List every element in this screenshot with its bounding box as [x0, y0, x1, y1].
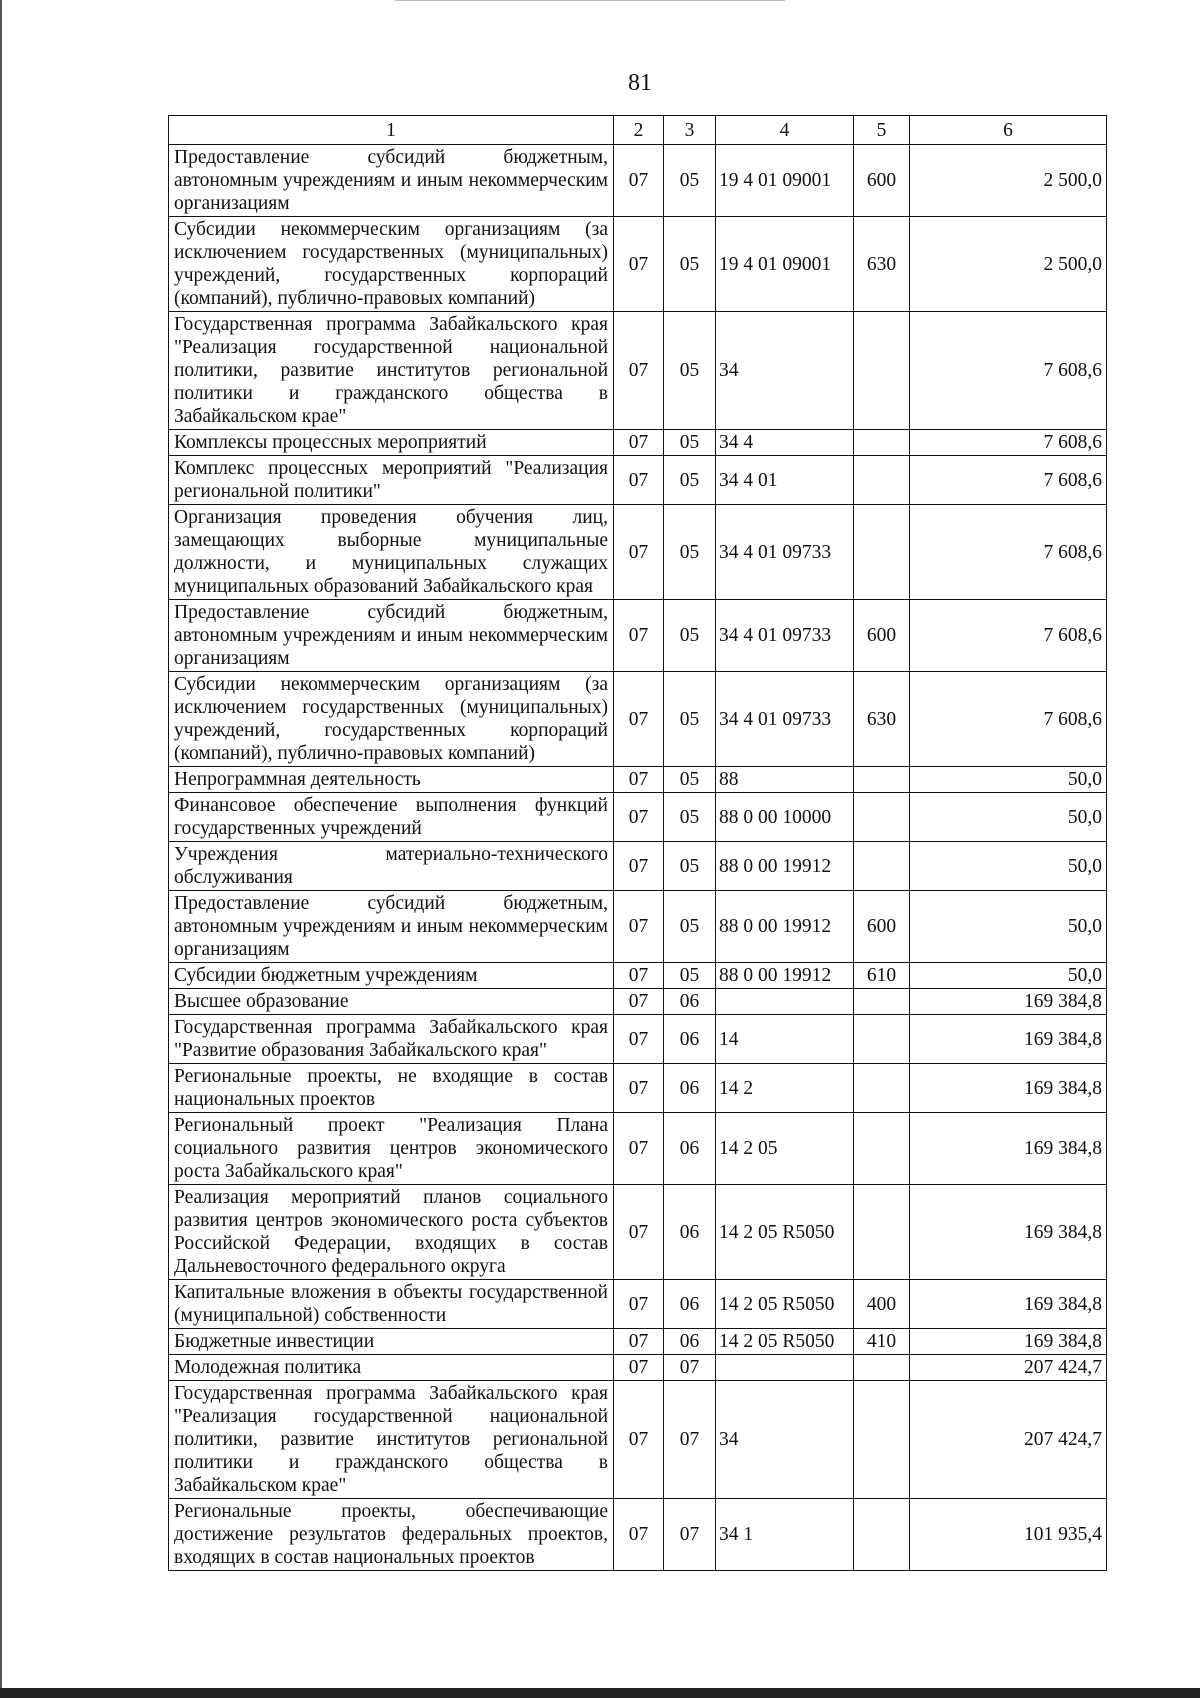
amount-cell: 50,0 — [910, 891, 1107, 963]
expense-type-cell — [854, 505, 910, 600]
amount-cell: 101 935,4 — [910, 1499, 1107, 1571]
amount-cell: 7 608,6 — [910, 505, 1107, 600]
subsection-code-cell: 05 — [664, 217, 716, 312]
amount-cell: 7 608,6 — [910, 456, 1107, 505]
amount-cell: 50,0 — [910, 793, 1107, 842]
subsection-code-cell: 05 — [664, 145, 716, 217]
table-header-row — [169, 116, 1107, 145]
target-article-cell: 88 0 00 19912 — [716, 842, 854, 891]
expense-type-cell: 630 — [854, 217, 910, 312]
table-row — [169, 1185, 1107, 1280]
table-row — [169, 1064, 1107, 1113]
table-row — [169, 1355, 1107, 1381]
amount-cell: 169 384,8 — [910, 1329, 1107, 1355]
row-name-cell: Субсидии некоммерческим организациям (за исключением государственных (муниципальных) учреждений, государственных корпораций (компаний), публично-правовых компаний) — [169, 217, 614, 312]
expense-type-cell — [854, 312, 910, 430]
subsection-code-cell: 05 — [664, 842, 716, 891]
section-code-cell: 07 — [614, 793, 664, 842]
target-article-cell: 34 — [716, 312, 854, 430]
expense-type-cell: 610 — [854, 963, 910, 989]
table-row — [169, 505, 1107, 600]
section-code-cell: 07 — [614, 891, 664, 963]
expense-type-cell: 600 — [854, 145, 910, 217]
target-article-cell: 14 2 05 R5050 — [716, 1185, 854, 1280]
section-code-cell: 07 — [614, 963, 664, 989]
amount-cell: 7 608,6 — [910, 430, 1107, 456]
row-name-cell: Субсидии некоммерческим организациям (за исключением государственных (муниципальных) учреждений, государственных корпораций (компаний), публично-правовых компаний) — [169, 672, 614, 767]
table-row — [169, 842, 1107, 891]
target-article-cell: 34 — [716, 1381, 854, 1499]
subsection-code-cell: 05 — [664, 456, 716, 505]
amount-cell: 50,0 — [910, 767, 1107, 793]
row-name-cell: Непрограммная деятельность — [169, 767, 614, 793]
expense-type-cell — [854, 1113, 910, 1185]
section-code-cell: 07 — [614, 767, 664, 793]
expense-type-cell — [854, 430, 910, 456]
section-code-cell: 07 — [614, 672, 664, 767]
table-row — [169, 1113, 1107, 1185]
table-row — [169, 217, 1107, 312]
section-code-cell: 07 — [614, 1064, 664, 1113]
table-row — [169, 600, 1107, 672]
target-article-cell: 34 4 01 — [716, 456, 854, 505]
row-name-cell: Региональные проекты, обеспечивающие достижение результатов федеральных проектов, входящих в состав национальных проектов — [169, 1499, 614, 1571]
expense-type-cell — [854, 793, 910, 842]
table-row — [169, 145, 1107, 217]
section-code-cell: 07 — [614, 1381, 664, 1499]
section-code-cell: 07 — [614, 1355, 664, 1381]
target-article-cell: 14 2 05 R5050 — [716, 1280, 854, 1329]
header-col-4: 4 — [716, 116, 854, 145]
page-number: 81 — [628, 70, 652, 96]
target-article-cell: 34 4 01 09733 — [716, 672, 854, 767]
header-col-3: 3 — [664, 116, 716, 145]
row-name-cell: Предоставление субсидий бюджетным, автономным учреждениям и иным некоммерческим организациям — [169, 145, 614, 217]
amount-cell: 169 384,8 — [910, 1113, 1107, 1185]
expense-type-cell: 600 — [854, 600, 910, 672]
table-row — [169, 1329, 1107, 1355]
section-code-cell: 07 — [614, 600, 664, 672]
target-article-cell: 19 4 01 09001 — [716, 217, 854, 312]
row-name-cell: Капитальные вложения в объекты государственной (муниципальной) собственности — [169, 1280, 614, 1329]
amount-cell: 169 384,8 — [910, 1185, 1107, 1280]
row-name-cell: Государственная программа Забайкальского края "Реализация государственной национальной политики, развитие институтов региональной политики и гражданского общества в Забайкальском крае" — [169, 312, 614, 430]
table-row — [169, 312, 1107, 430]
subsection-code-cell: 05 — [664, 600, 716, 672]
scan-left-edge — [0, 0, 2, 1698]
section-code-cell: 07 — [614, 1113, 664, 1185]
table-row — [169, 767, 1107, 793]
target-article-cell — [716, 989, 854, 1015]
target-article-cell: 88 0 00 10000 — [716, 793, 854, 842]
target-article-cell: 34 4 01 09733 — [716, 600, 854, 672]
amount-cell: 207 424,7 — [910, 1355, 1107, 1381]
budget-table — [168, 115, 1107, 1571]
table-row — [169, 1381, 1107, 1499]
subsection-code-cell: 06 — [664, 1064, 716, 1113]
row-name-cell: Предоставление субсидий бюджетным, автономным учреждениям и иным некоммерческим организациям — [169, 600, 614, 672]
section-code-cell: 07 — [614, 456, 664, 505]
table-row — [169, 793, 1107, 842]
subsection-code-cell: 07 — [664, 1355, 716, 1381]
expense-type-cell — [854, 767, 910, 793]
subsection-code-cell: 05 — [664, 312, 716, 430]
amount-cell: 169 384,8 — [910, 1280, 1107, 1329]
table-row — [169, 1280, 1107, 1329]
table-row — [169, 1499, 1107, 1571]
row-name-cell: Региональные проекты, не входящие в состав национальных проектов — [169, 1064, 614, 1113]
target-article-cell: 14 2 — [716, 1064, 854, 1113]
row-name-cell: Молодежная политика — [169, 1355, 614, 1381]
section-code-cell: 07 — [614, 1015, 664, 1064]
amount-cell: 50,0 — [910, 842, 1107, 891]
expense-type-cell — [854, 842, 910, 891]
subsection-code-cell: 05 — [664, 767, 716, 793]
row-name-cell: Реализация мероприятий планов социального развития центров экономического роста субъектов Российской Федерации, входящих в состав Дальневосточного федерального округа — [169, 1185, 614, 1280]
target-article-cell: 19 4 01 09001 — [716, 145, 854, 217]
expense-type-cell: 400 — [854, 1280, 910, 1329]
amount-cell: 169 384,8 — [910, 1064, 1107, 1113]
subsection-code-cell: 05 — [664, 793, 716, 842]
table-row — [169, 1015, 1107, 1064]
expense-type-cell: 410 — [854, 1329, 910, 1355]
target-article-cell: 88 0 00 19912 — [716, 963, 854, 989]
section-code-cell: 07 — [614, 1329, 664, 1355]
amount-cell: 2 500,0 — [910, 217, 1107, 312]
target-article-cell: 14 2 05 — [716, 1113, 854, 1185]
subsection-code-cell: 06 — [664, 989, 716, 1015]
subsection-code-cell: 05 — [664, 430, 716, 456]
section-code-cell: 07 — [614, 312, 664, 430]
section-code-cell: 07 — [614, 217, 664, 312]
expense-type-cell — [854, 1185, 910, 1280]
subsection-code-cell: 06 — [664, 1280, 716, 1329]
row-name-cell: Комплексы процессных мероприятий — [169, 430, 614, 456]
target-article-cell: 88 0 00 19912 — [716, 891, 854, 963]
expense-type-cell — [854, 1015, 910, 1064]
section-code-cell: 07 — [614, 989, 664, 1015]
subsection-code-cell: 05 — [664, 891, 716, 963]
section-code-cell: 07 — [614, 1185, 664, 1280]
budget-table-body — [169, 116, 1107, 1571]
expense-type-cell — [854, 456, 910, 505]
table-row — [169, 963, 1107, 989]
scan-top-marks — [395, 0, 785, 7]
row-name-cell: Комплекс процессных мероприятий "Реализация региональной политики" — [169, 456, 614, 505]
subsection-code-cell: 05 — [664, 505, 716, 600]
row-name-cell: Региональный проект "Реализация Плана социального развития центров экономического роста Забайкальского края" — [169, 1113, 614, 1185]
subsection-code-cell: 06 — [664, 1015, 716, 1064]
table-row — [169, 456, 1107, 505]
table-row — [169, 989, 1107, 1015]
amount-cell: 50,0 — [910, 963, 1107, 989]
amount-cell: 7 608,6 — [910, 312, 1107, 430]
target-article-cell: 34 4 01 09733 — [716, 505, 854, 600]
header-col-6: 6 — [910, 116, 1107, 145]
expense-type-cell — [854, 1499, 910, 1571]
subsection-code-cell: 05 — [664, 963, 716, 989]
section-code-cell: 07 — [614, 842, 664, 891]
subsection-code-cell: 06 — [664, 1329, 716, 1355]
target-article-cell: 34 1 — [716, 1499, 854, 1571]
target-article-cell: 14 2 05 R5050 — [716, 1329, 854, 1355]
table-row — [169, 672, 1107, 767]
header-col-1: 1 — [169, 116, 614, 145]
subsection-code-cell: 06 — [664, 1185, 716, 1280]
target-article-cell: 14 — [716, 1015, 854, 1064]
subsection-code-cell: 07 — [664, 1381, 716, 1499]
amount-cell: 169 384,8 — [910, 1015, 1107, 1064]
row-name-cell: Бюджетные инвестиции — [169, 1329, 614, 1355]
row-name-cell: Государственная программа Забайкальского края "Реализация государственной национальной политики, развитие институтов региональной политики и гражданского общества в Забайкальском крае" — [169, 1381, 614, 1499]
table-row — [169, 430, 1107, 456]
section-code-cell: 07 — [614, 1499, 664, 1571]
subsection-code-cell: 07 — [664, 1499, 716, 1571]
subsection-code-cell: 06 — [664, 1113, 716, 1185]
target-article-cell: 34 4 — [716, 430, 854, 456]
target-article-cell — [716, 1355, 854, 1381]
section-code-cell: 07 — [614, 430, 664, 456]
header-col-2: 2 — [614, 116, 664, 145]
section-code-cell: 07 — [614, 1280, 664, 1329]
amount-cell: 207 424,7 — [910, 1381, 1107, 1499]
row-name-cell: Государственная программа Забайкальского края "Развитие образования Забайкальского края" — [169, 1015, 614, 1064]
expense-type-cell: 630 — [854, 672, 910, 767]
expense-type-cell: 600 — [854, 891, 910, 963]
section-code-cell: 07 — [614, 505, 664, 600]
row-name-cell: Предоставление субсидий бюджетным, автономным учреждениям и иным некоммерческим организациям — [169, 891, 614, 963]
row-name-cell: Субсидии бюджетным учреждениям — [169, 963, 614, 989]
row-name-cell: Высшее образование — [169, 989, 614, 1015]
expense-type-cell — [854, 989, 910, 1015]
amount-cell: 169 384,8 — [910, 989, 1107, 1015]
row-name-cell: Учреждения материально-технического обслуживания — [169, 842, 614, 891]
section-code-cell: 07 — [614, 145, 664, 217]
target-article-cell: 88 — [716, 767, 854, 793]
expense-type-cell — [854, 1355, 910, 1381]
expense-type-cell — [854, 1064, 910, 1113]
table-row — [169, 891, 1107, 963]
amount-cell: 2 500,0 — [910, 145, 1107, 217]
row-name-cell: Финансовое обеспечение выполнения функций государственных учреждений — [169, 793, 614, 842]
scan-bottom-edge — [0, 1688, 1200, 1698]
amount-cell: 7 608,6 — [910, 672, 1107, 767]
header-col-5: 5 — [854, 116, 910, 145]
expense-type-cell — [854, 1381, 910, 1499]
row-name-cell: Организация проведения обучения лиц, замещающих выборные муниципальные должности, и муниципальных служащих муниципальных образований Забайкальского края — [169, 505, 614, 600]
subsection-code-cell: 05 — [664, 672, 716, 767]
amount-cell: 7 608,6 — [910, 600, 1107, 672]
